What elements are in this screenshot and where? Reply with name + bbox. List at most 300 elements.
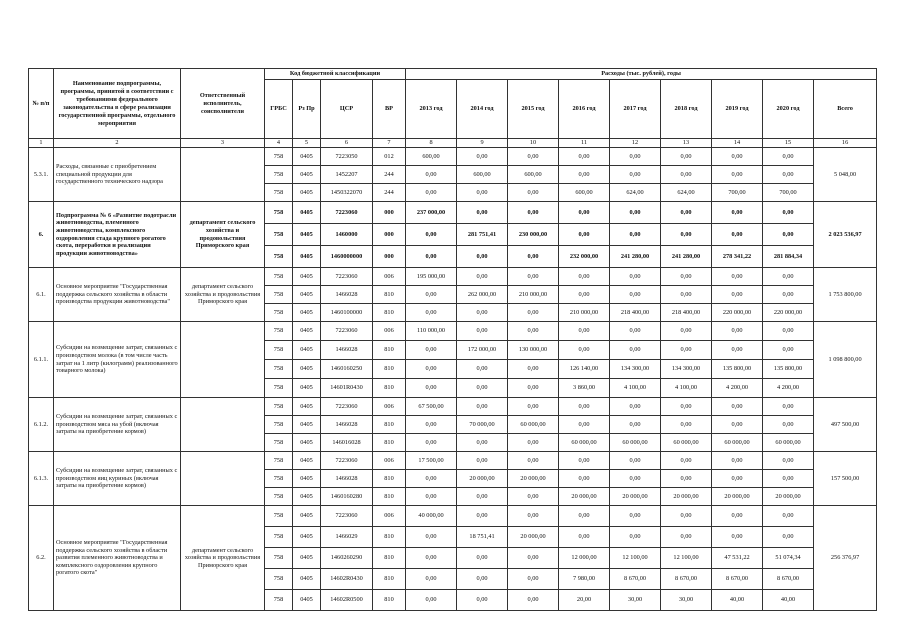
expense-2016-cell: 126 140,00 (559, 360, 610, 379)
item-name: Основное мероприятие "Государственная поддержка сельского хозяйства в области развития племенного животноводства и комплексного оздоровления крупного рогатого скота" (54, 506, 181, 611)
expense-2015-cell: 60 000,00 (508, 416, 559, 434)
expense-2017-cell: 0,00 (610, 341, 661, 360)
expense-2017-cell: 60 000,00 (610, 434, 661, 452)
expense-2014-cell: 0,00 (457, 506, 508, 527)
expense-2019-cell: 0,00 (712, 286, 763, 304)
column-number: 5 (293, 139, 321, 148)
expense-2018-cell: 134 300,00 (661, 360, 712, 379)
expense-2018-cell: 0,00 (661, 286, 712, 304)
expense-2020-cell: 0,00 (763, 527, 814, 548)
column-number: 4 (265, 139, 293, 148)
expense-2015-cell: 0,00 (508, 488, 559, 506)
expense-2013-cell: 0,00 (406, 166, 457, 184)
expense-2014-cell: 20 000,00 (457, 470, 508, 488)
expense-2013-cell: 0,00 (406, 590, 457, 611)
expense-2018-cell: 20 000,00 (661, 488, 712, 506)
table-body (29, 139, 877, 611)
expense-2017-cell: 0,00 (610, 452, 661, 470)
budget-sheet (28, 68, 877, 611)
expense-2018-cell: 60 000,00 (661, 434, 712, 452)
table-row (29, 452, 877, 470)
expense-2016-cell: 3 860,00 (559, 379, 610, 398)
expense-2013-cell: 17 500,00 (406, 452, 457, 470)
expense-2020-cell: 0,00 (763, 398, 814, 416)
code-csr-cell: 1466028 (321, 416, 373, 434)
item-executor: департамент сельского хозяйства и продовольствия Приморского края (181, 268, 265, 322)
code-csr-cell: 1466028 (321, 286, 373, 304)
expense-2019-cell: 0,00 (712, 322, 763, 341)
expense-2016-cell: 7 980,00 (559, 569, 610, 590)
code-grbs-cell: 758 (265, 304, 293, 322)
code-rzpr-cell: 0405 (293, 452, 321, 470)
code-grbs-cell: 758 (265, 268, 293, 286)
expense-2017-cell: 8 670,00 (610, 569, 661, 590)
item-number: 6.1.3. (29, 452, 54, 506)
code-vr-cell: 810 (373, 416, 406, 434)
code-csr-cell: 1450322070 (321, 184, 373, 202)
expense-2013-cell: 0,00 (406, 341, 457, 360)
expense-2017-cell: 624,00 (610, 184, 661, 202)
item-number: 6. (29, 202, 54, 268)
code-vr-cell: 012 (373, 148, 406, 166)
expense-2018-cell: 0,00 (661, 506, 712, 527)
item-name: Подпрограмма № 6 «Развитие подотрасли животноводства, племенного животноводства, комплексного оздоровления стада крупного рогатого скота, переработки и реализации продукции животноводства» (54, 202, 181, 268)
code-vr-cell: 244 (373, 166, 406, 184)
expense-2016-cell: 0,00 (559, 322, 610, 341)
code-csr-cell: 14602R0430 (321, 569, 373, 590)
expense-2013-cell: 0,00 (406, 184, 457, 202)
expense-2020-cell: 8 670,00 (763, 569, 814, 590)
code-rzpr-cell: 0405 (293, 434, 321, 452)
expense-2020-cell: 0,00 (763, 470, 814, 488)
expense-2013-cell: 0,00 (406, 548, 457, 569)
column-number: 1 (29, 139, 54, 148)
item-total: 1 753 800,00 (814, 268, 877, 322)
table-row (29, 398, 877, 416)
item-total: 157 500,00 (814, 452, 877, 506)
expense-2019-cell: 4 200,00 (712, 379, 763, 398)
expense-2018-cell: 0,00 (661, 452, 712, 470)
expense-2018-cell: 0,00 (661, 398, 712, 416)
table-row (29, 268, 877, 286)
expense-2020-cell: 700,00 (763, 184, 814, 202)
item-name: Расходы, связанные с приобретением специальной продукции для государственного технического надзора (54, 148, 181, 202)
expense-2017-cell: 0,00 (610, 286, 661, 304)
expense-2017-cell: 12 100,00 (610, 548, 661, 569)
code-csr-cell: 1466029 (321, 527, 373, 548)
expense-2016-cell: 0,00 (559, 166, 610, 184)
expense-2019-cell: 0,00 (712, 341, 763, 360)
expense-2017-cell: 20 000,00 (610, 488, 661, 506)
expense-2015-cell: 20 000,00 (508, 470, 559, 488)
expense-2015-cell: 0,00 (508, 452, 559, 470)
expense-2015-cell: 0,00 (508, 268, 559, 286)
expense-2018-cell: 0,00 (661, 268, 712, 286)
table-row (29, 148, 877, 166)
code-grbs-cell: 758 (265, 379, 293, 398)
item-total: 5 048,00 (814, 148, 877, 202)
item-executor (181, 398, 265, 452)
expense-2013-cell: 0,00 (406, 360, 457, 379)
expense-2015-cell: 130 000,00 (508, 341, 559, 360)
item-total: 256 376,97 (814, 506, 877, 611)
code-vr-cell: 006 (373, 322, 406, 341)
code-csr-cell: 1466028 (321, 470, 373, 488)
expense-2015-cell: 210 000,00 (508, 286, 559, 304)
column-number: 8 (406, 139, 457, 148)
code-vr-cell: 006 (373, 506, 406, 527)
expense-2018-cell: 30,00 (661, 590, 712, 611)
column-number: 12 (610, 139, 661, 148)
expense-2014-cell: 0,00 (457, 304, 508, 322)
expense-2018-cell: 624,00 (661, 184, 712, 202)
expense-2016-cell: 210 000,00 (559, 304, 610, 322)
expense-2015-cell: 0,00 (508, 379, 559, 398)
expense-2014-cell: 0,00 (457, 590, 508, 611)
expense-2013-cell: 0,00 (406, 488, 457, 506)
expense-2013-cell: 237 000,00 (406, 202, 457, 224)
expense-2019-cell: 0,00 (712, 202, 763, 224)
expense-2016-cell: 0,00 (559, 286, 610, 304)
item-number: 6.1.1. (29, 322, 54, 398)
expense-2014-cell: 0,00 (457, 569, 508, 590)
expense-2016-cell: 0,00 (559, 268, 610, 286)
expense-2013-cell: 0,00 (406, 416, 457, 434)
expense-2013-cell: 0,00 (406, 304, 457, 322)
expense-2016-cell: 0,00 (559, 452, 610, 470)
code-csr-cell: 14601R0430 (321, 379, 373, 398)
expense-2014-cell: 18 751,41 (457, 527, 508, 548)
expense-2018-cell: 0,00 (661, 470, 712, 488)
code-rzpr-cell: 0405 (293, 202, 321, 224)
expense-2020-cell: 60 000,00 (763, 434, 814, 452)
expense-2020-cell: 0,00 (763, 148, 814, 166)
code-grbs-cell: 758 (265, 590, 293, 611)
expense-2020-cell: 51 074,34 (763, 548, 814, 569)
expense-2016-cell: 0,00 (559, 470, 610, 488)
expense-2015-cell: 0,00 (508, 360, 559, 379)
expense-2014-cell: 0,00 (457, 322, 508, 341)
code-grbs-cell: 758 (265, 184, 293, 202)
expense-2014-cell: 0,00 (457, 246, 508, 268)
expense-2020-cell: 0,00 (763, 286, 814, 304)
code-grbs-cell: 758 (265, 452, 293, 470)
item-name: Субсидии на возмещение затрат, связанных с производством яиц куриных (включая затраты на приобретение кормов) (54, 452, 181, 506)
code-grbs-cell: 758 (265, 434, 293, 452)
expense-2020-cell: 40,00 (763, 590, 814, 611)
expense-2018-cell: 4 100,00 (661, 379, 712, 398)
item-name: Субсидии на возмещение затрат, связанных с производством мяса на убой (включая затраты на приобретение кормов) (54, 398, 181, 452)
expense-2017-cell: 0,00 (610, 506, 661, 527)
code-csr-cell: 7223060 (321, 202, 373, 224)
expense-2019-cell: 0,00 (712, 470, 763, 488)
code-rzpr-cell: 0405 (293, 184, 321, 202)
expense-2016-cell: 0,00 (559, 527, 610, 548)
code-grbs-cell: 758 (265, 322, 293, 341)
expense-2016-cell: 0,00 (559, 148, 610, 166)
expense-2019-cell: 0,00 (712, 268, 763, 286)
column-number: 16 (814, 139, 877, 148)
column-number: 3 (181, 139, 265, 148)
code-rzpr-cell: 0405 (293, 506, 321, 527)
expense-2013-cell: 0,00 (406, 434, 457, 452)
expense-2017-cell: 0,00 (610, 202, 661, 224)
code-rzpr-cell: 0405 (293, 527, 321, 548)
code-rzpr-cell: 0405 (293, 166, 321, 184)
expense-2013-cell: 0,00 (406, 379, 457, 398)
code-rzpr-cell: 0405 (293, 341, 321, 360)
expense-2014-cell: 0,00 (457, 360, 508, 379)
code-rzpr-cell: 0405 (293, 590, 321, 611)
code-rzpr-cell: 0405 (293, 148, 321, 166)
expense-2014-cell: 0,00 (457, 268, 508, 286)
expense-2014-cell: 0,00 (457, 379, 508, 398)
header-total: Всего (814, 80, 877, 139)
expense-2014-cell: 0,00 (457, 398, 508, 416)
expense-2019-cell: 47 531,22 (712, 548, 763, 569)
item-number: 6.1. (29, 268, 54, 322)
expense-2017-cell: 218 400,00 (610, 304, 661, 322)
header-year-2015: 2015 год (508, 80, 559, 139)
expense-2015-cell: 0,00 (508, 548, 559, 569)
expense-2014-cell: 70 000,00 (457, 416, 508, 434)
expense-2019-cell: 0,00 (712, 148, 763, 166)
item-executor (181, 148, 265, 202)
code-vr-cell: 244 (373, 184, 406, 202)
expense-2017-cell: 134 300,00 (610, 360, 661, 379)
header-code-grbs: ГРБС (265, 80, 293, 139)
item-number: 5.3.1. (29, 148, 54, 202)
expense-2015-cell: 0,00 (508, 590, 559, 611)
item-name: Субсидии на возмещение затрат, связанных с производством молока (в том числе часть затрат на 1 литр (килограмм) реализованного товарного молока) (54, 322, 181, 398)
code-csr-cell: 14602R0500 (321, 590, 373, 611)
code-vr-cell: 810 (373, 548, 406, 569)
expense-2014-cell: 0,00 (457, 184, 508, 202)
table-row (29, 506, 877, 527)
expense-2020-cell: 0,00 (763, 202, 814, 224)
expense-2016-cell: 0,00 (559, 224, 610, 246)
expense-2013-cell: 40 000,00 (406, 506, 457, 527)
code-vr-cell: 810 (373, 527, 406, 548)
column-number: 14 (712, 139, 763, 148)
expense-2016-cell: 0,00 (559, 416, 610, 434)
code-csr-cell: 7223060 (321, 268, 373, 286)
expense-2014-cell: 0,00 (457, 548, 508, 569)
expense-2019-cell: 135 800,00 (712, 360, 763, 379)
expense-2013-cell: 0,00 (406, 286, 457, 304)
column-number: 10 (508, 139, 559, 148)
code-vr-cell: 810 (373, 434, 406, 452)
expense-2015-cell: 0,00 (508, 569, 559, 590)
expense-2019-cell: 220 000,00 (712, 304, 763, 322)
code-csr-cell: 1452207 (321, 166, 373, 184)
table-row (29, 202, 877, 224)
expense-2017-cell: 0,00 (610, 470, 661, 488)
expense-2017-cell: 0,00 (610, 148, 661, 166)
code-grbs-cell: 758 (265, 286, 293, 304)
code-csr-cell: 1460160250 (321, 360, 373, 379)
expense-2015-cell: 0,00 (508, 322, 559, 341)
header-num: № п/п (29, 69, 54, 139)
expense-2017-cell: 0,00 (610, 322, 661, 341)
code-csr-cell: 7223060 (321, 506, 373, 527)
expense-2019-cell: 0,00 (712, 166, 763, 184)
expense-2019-cell: 0,00 (712, 398, 763, 416)
item-total: 497 500,00 (814, 398, 877, 452)
table-header (29, 69, 877, 139)
code-grbs-cell: 758 (265, 224, 293, 246)
expense-2019-cell: 0,00 (712, 527, 763, 548)
code-csr-cell: 1466028 (321, 341, 373, 360)
code-vr-cell: 000 (373, 246, 406, 268)
expense-2016-cell: 232 000,00 (559, 246, 610, 268)
expense-2020-cell: 0,00 (763, 506, 814, 527)
expense-2017-cell: 0,00 (610, 166, 661, 184)
expense-2013-cell: 0,00 (406, 527, 457, 548)
header-year-2017: 2017 год (610, 80, 661, 139)
expense-2020-cell: 220 000,00 (763, 304, 814, 322)
expense-2020-cell: 0,00 (763, 341, 814, 360)
expense-2018-cell: 0,00 (661, 527, 712, 548)
code-rzpr-cell: 0405 (293, 224, 321, 246)
expense-2016-cell: 12 000,00 (559, 548, 610, 569)
expense-2013-cell: 0,00 (406, 569, 457, 590)
code-csr-cell: 1460100000 (321, 304, 373, 322)
code-rzpr-cell: 0405 (293, 569, 321, 590)
code-vr-cell: 006 (373, 268, 406, 286)
expense-2015-cell: 230 000,00 (508, 224, 559, 246)
code-vr-cell: 006 (373, 398, 406, 416)
expense-2016-cell: 0,00 (559, 202, 610, 224)
code-grbs-cell: 758 (265, 527, 293, 548)
code-rzpr-cell: 0405 (293, 470, 321, 488)
expense-2018-cell: 0,00 (661, 341, 712, 360)
expense-2018-cell: 0,00 (661, 148, 712, 166)
code-vr-cell: 000 (373, 202, 406, 224)
expense-2020-cell: 135 800,00 (763, 360, 814, 379)
item-total: 1 098 800,00 (814, 322, 877, 398)
code-csr-cell: 1460000000 (321, 246, 373, 268)
code-vr-cell: 810 (373, 304, 406, 322)
expense-2017-cell: 241 280,00 (610, 246, 661, 268)
code-rzpr-cell: 0405 (293, 268, 321, 286)
expense-2018-cell: 12 100,00 (661, 548, 712, 569)
expense-2016-cell: 600,00 (559, 184, 610, 202)
header-code-rzpr: Рз Пр (293, 80, 321, 139)
expense-2016-cell: 0,00 (559, 341, 610, 360)
expense-2015-cell: 0,00 (508, 506, 559, 527)
header-name: Наименование подпрограммы, программы, принятой в соответствии с требованиями федерального законодательства в сфере реализации государственной программы, отдельного мероприятия (54, 69, 181, 139)
expense-2016-cell: 60 000,00 (559, 434, 610, 452)
item-executor (181, 322, 265, 398)
expense-2018-cell: 241 280,00 (661, 246, 712, 268)
expense-2016-cell: 0,00 (559, 506, 610, 527)
code-vr-cell: 810 (373, 341, 406, 360)
code-rzpr-cell: 0405 (293, 416, 321, 434)
header-code-csr: ЦСР (321, 80, 373, 139)
code-grbs-cell: 758 (265, 148, 293, 166)
item-total: 2 023 536,97 (814, 202, 877, 268)
expense-2014-cell: 172 000,00 (457, 341, 508, 360)
expense-2020-cell: 0,00 (763, 452, 814, 470)
expense-2014-cell: 0,00 (457, 148, 508, 166)
expense-2018-cell: 0,00 (661, 416, 712, 434)
expense-2018-cell: 0,00 (661, 166, 712, 184)
expense-2019-cell: 40,00 (712, 590, 763, 611)
expense-2013-cell: 0,00 (406, 470, 457, 488)
item-number: 6.2. (29, 506, 54, 611)
header-year-2020: 2020 год (763, 80, 814, 139)
expense-2019-cell: 60 000,00 (712, 434, 763, 452)
item-number: 6.1.2. (29, 398, 54, 452)
expense-2020-cell: 281 884,34 (763, 246, 814, 268)
column-number: 11 (559, 139, 610, 148)
header-exec: Ответственный исполнитель, соисполнители (181, 69, 265, 139)
code-rzpr-cell: 0405 (293, 398, 321, 416)
code-rzpr-cell: 0405 (293, 286, 321, 304)
expense-2020-cell: 0,00 (763, 166, 814, 184)
expense-2020-cell: 0,00 (763, 322, 814, 341)
code-csr-cell: 1460260290 (321, 548, 373, 569)
code-csr-cell: 1460160280 (321, 488, 373, 506)
expense-2014-cell: 600,00 (457, 166, 508, 184)
expense-2013-cell: 0,00 (406, 246, 457, 268)
column-number: 2 (54, 139, 181, 148)
code-rzpr-cell: 0405 (293, 379, 321, 398)
header-year-2016: 2016 год (559, 80, 610, 139)
expense-2015-cell: 0,00 (508, 434, 559, 452)
column-number: 15 (763, 139, 814, 148)
expense-2019-cell: 278 341,22 (712, 246, 763, 268)
expense-2020-cell: 4 200,00 (763, 379, 814, 398)
expense-2019-cell: 0,00 (712, 224, 763, 246)
expense-2020-cell: 0,00 (763, 224, 814, 246)
code-grbs-cell: 758 (265, 246, 293, 268)
header-code-vr: ВР (373, 80, 406, 139)
expense-2015-cell: 0,00 (508, 398, 559, 416)
expense-2013-cell: 110 000,00 (406, 322, 457, 341)
expense-2019-cell: 0,00 (712, 416, 763, 434)
expense-2013-cell: 195 000,00 (406, 268, 457, 286)
column-number: 13 (661, 139, 712, 148)
expense-2015-cell: 0,00 (508, 184, 559, 202)
code-vr-cell: 810 (373, 379, 406, 398)
expense-2018-cell: 0,00 (661, 224, 712, 246)
code-vr-cell: 810 (373, 569, 406, 590)
header-year-2014: 2014 год (457, 80, 508, 139)
expense-2014-cell: 0,00 (457, 452, 508, 470)
code-grbs-cell: 758 (265, 569, 293, 590)
code-grbs-cell: 758 (265, 506, 293, 527)
expense-2018-cell: 0,00 (661, 322, 712, 341)
column-number: 7 (373, 139, 406, 148)
code-vr-cell: 006 (373, 452, 406, 470)
expense-2014-cell: 0,00 (457, 488, 508, 506)
code-grbs-cell: 758 (265, 470, 293, 488)
code-rzpr-cell: 0405 (293, 322, 321, 341)
code-csr-cell: 7223060 (321, 452, 373, 470)
expense-2013-cell: 0,00 (406, 224, 457, 246)
expense-2015-cell: 600,00 (508, 166, 559, 184)
header-budget-group: Код бюджетной классификации (265, 69, 406, 80)
code-vr-cell: 000 (373, 224, 406, 246)
code-csr-cell: 146016028 (321, 434, 373, 452)
expense-2015-cell: 20 000,00 (508, 527, 559, 548)
expense-2014-cell: 262 000,00 (457, 286, 508, 304)
code-grbs-cell: 758 (265, 360, 293, 379)
expense-2016-cell: 20,00 (559, 590, 610, 611)
budget-table (28, 68, 877, 611)
